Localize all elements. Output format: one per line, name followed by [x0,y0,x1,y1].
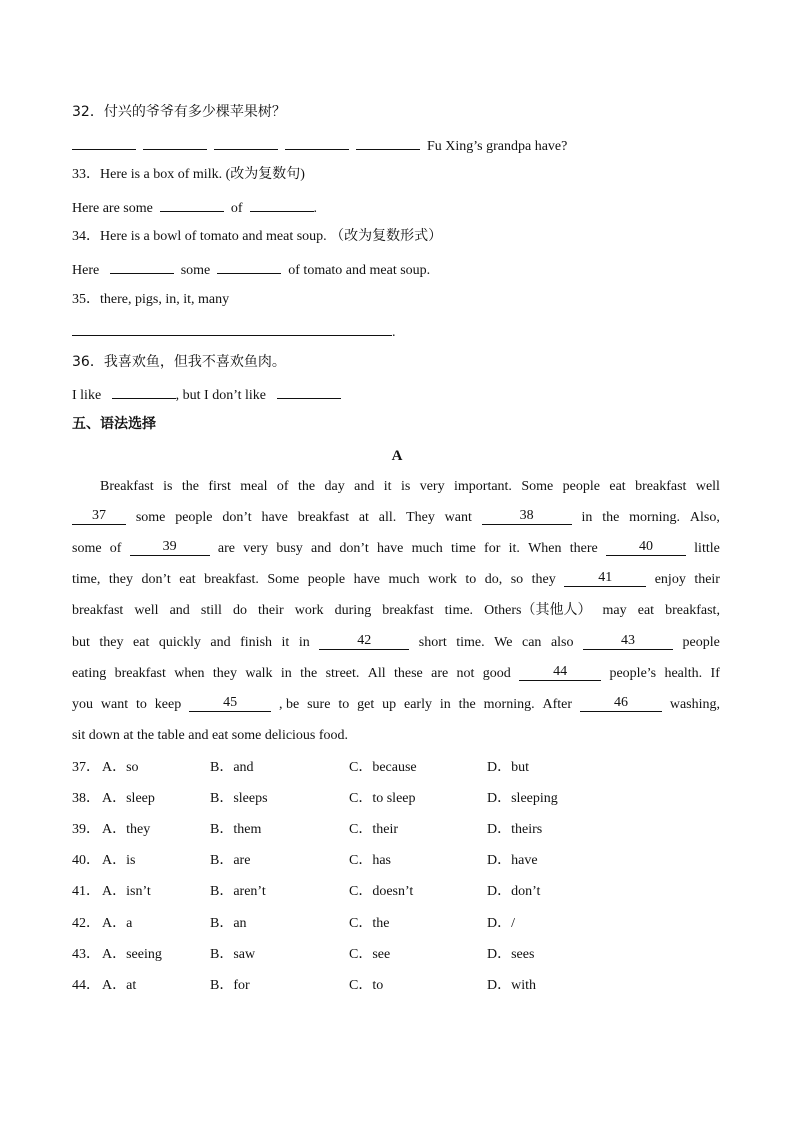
passage-word: Some [267,572,300,587]
passage-word: good [482,666,511,681]
passage-word: important. [454,479,512,494]
passage-word: the [300,666,318,681]
passage-word: much [411,541,443,556]
option-c[interactable]: C．has [349,853,391,869]
passage-word: day [324,479,345,494]
q35-prompt: 35．there, pigs, in, it, many [72,292,230,307]
q33-prompt: 33．Here is a box of milk. (改为复数句) [72,167,305,182]
passage-word: when [174,666,205,681]
passage-word: it [383,479,392,494]
option-a[interactable]: A．a [102,915,133,931]
passage-word: to [465,572,477,587]
passage-word: eat [609,479,626,494]
passage-word: do [232,603,247,618]
answer-blank[interactable] [110,258,174,274]
passage-word: want [100,697,129,712]
passage-word: there [569,541,598,556]
passage-line [72,633,720,653]
passage-word: short [418,635,447,650]
passage-blank[interactable]: 37 [72,508,126,525]
passage-word: their [694,572,720,587]
answer-blank[interactable] [143,134,207,150]
passage-word: also [550,635,574,650]
passage-word: want [444,510,472,525]
answer-blank[interactable] [160,196,224,212]
passage-word: still [200,603,222,618]
passage-word: they [108,572,133,587]
passage-word: don’t [222,510,252,525]
passage-word: not [456,666,475,681]
passage-line [72,570,720,590]
passage-blank[interactable]: 45 [189,695,271,712]
passage-blank[interactable]: 40 [606,539,686,556]
passage-word: eat [637,603,655,618]
passage-word: washing, [669,697,720,712]
q34-answer-line [72,258,430,281]
option-a[interactable]: A．sleep [102,791,155,807]
passage-word: time. [444,603,474,618]
passage-word: and [310,541,332,556]
passage-word: but [72,635,90,650]
passage-word: can [522,635,542,650]
q36-prompt: 36．我喜欢鱼，但我不喜欢鱼肉。 [72,354,286,370]
passage-word: work [428,572,457,587]
q34-answer-start: Here [72,263,100,278]
question-number: 44． [72,977,100,993]
passage-line [72,539,720,559]
passage-word: breakfast [72,603,124,618]
passage-word: eating [72,666,107,681]
q32-prompt: 32．付兴的爷爷有多少棵苹果树？ [72,104,286,120]
passage-word: for [484,541,501,556]
passage-word: little [694,541,720,556]
passage-word: meal [240,479,268,494]
option-c[interactable]: C．to sleep [349,791,416,807]
option-c[interactable]: C．the [349,915,390,931]
answer-blank[interactable] [217,258,281,274]
passage-word: morning. [483,697,535,712]
section-heading: 五、语法选择 [72,416,156,432]
option-row [72,851,722,871]
passage-word: and [169,603,190,618]
passage-word: of [109,541,122,556]
passage-word: during [334,603,372,618]
passage-word: finish [240,635,273,650]
passage-word: people [175,510,213,525]
passage-word: have [261,510,288,525]
option-b[interactable]: B．sleeps [210,791,268,807]
passage-word: much [388,572,420,587]
option-c[interactable]: C．their [349,822,398,838]
passage-word: they [99,635,124,650]
option-d[interactable]: D．/ [487,915,515,931]
passage-word: When [528,541,562,556]
option-c[interactable]: C．because [349,760,417,775]
passage-word: All [367,666,386,681]
question-number: 38． [72,791,100,807]
q34-prompt: 34．Here is a bowl of tomato and meat soup. （改为复数形式） [72,229,443,244]
option-c[interactable]: C．doesn’t [349,884,414,900]
passage-word: the [181,479,199,494]
option-a[interactable]: A．they [102,822,151,838]
q36-answer-start: I like [72,388,102,403]
passage-blank[interactable]: 41 [564,570,646,587]
passage-word: eat [179,572,196,587]
passage-blank[interactable]: 44 [519,664,601,681]
passage-word: street. [325,666,360,681]
passage-word: the [298,479,316,494]
passage-word: We [494,635,513,650]
answer-blank[interactable] [112,383,176,399]
q35-answer-end: . [392,325,396,340]
question-number: 43． [72,946,100,962]
option-a[interactable]: A．isn’t [102,884,151,900]
passage-word: so [510,572,524,587]
passage-word: people [307,572,346,587]
question-number: 37． [72,760,100,775]
passage-word: sure [307,697,331,712]
option-b[interactable]: B．an [210,915,247,931]
passage-word: in [581,510,593,525]
passage-line [72,664,720,684]
question-number: 39． [72,822,100,838]
q35-answer-line [72,320,396,343]
passage-word: health. [664,666,703,681]
passage-word: may [602,603,627,618]
passage-word: they [212,666,237,681]
passage-word: is [400,479,411,494]
passage-word: it. [508,541,520,556]
passage-word: at [358,510,369,525]
answer-blank[interactable] [214,134,278,150]
q36-answer-mid: , but I don’t like [175,388,266,403]
option-b[interactable]: B．for [210,977,250,993]
answer-blank[interactable] [250,196,314,212]
passage-word: in [439,697,451,712]
option-a[interactable]: A．is [102,853,136,869]
passage-blank[interactable]: 38 [482,508,572,525]
option-b[interactable]: B．are [210,853,251,869]
passage-word: don’t [141,572,171,587]
passage-word: people [682,635,720,650]
passage-word: time. [456,635,485,650]
passage-word: is [163,479,173,494]
passage-word: are [431,666,449,681]
question-number: 42． [72,915,100,931]
passage-word: up [382,697,397,712]
passage-blank[interactable]: 39 [130,539,210,556]
passage-word: , be [279,697,300,712]
passage-word: of [276,479,289,494]
option-d[interactable]: D．sees [487,946,535,962]
option-d[interactable]: D．theirs [487,822,543,838]
passage-word: it [281,635,290,650]
passage-word: breakfast. [204,572,259,587]
passage-word: busy [276,541,303,556]
answer-blank[interactable] [72,320,392,336]
option-row [72,976,722,996]
passage-word: very [419,479,445,494]
passage-line [72,695,720,715]
passage-word: breakfast, [665,603,720,618]
passage-line [72,601,720,621]
answer-blank[interactable] [356,134,420,150]
passage-word: don’t [339,541,369,556]
answer-blank[interactable] [72,134,136,150]
passage-word: walk [245,666,273,681]
passage-word: quickly [158,635,201,650]
passage-word: and [354,479,375,494]
option-a[interactable]: A．so [102,760,139,775]
option-b[interactable]: B．aren’t [210,884,266,900]
answer-blank[interactable] [285,134,349,150]
passage-word: get [357,697,375,712]
option-b[interactable]: B．saw [210,946,256,962]
answer-blank[interactable] [277,383,341,399]
passage-word: in [280,666,292,681]
option-row [72,945,722,965]
q33-answer-line [72,196,317,219]
passage-word: time [450,541,476,556]
option-a[interactable]: A．seeing [102,946,162,962]
option-b[interactable]: B．them [210,822,262,838]
passage-word: all. [378,510,397,525]
option-c[interactable]: C．see [349,946,391,962]
passage-word: their [258,603,284,618]
passage-word: breakfast [114,666,166,681]
passage-blank[interactable]: 46 [580,695,662,712]
passage-word: people’s [609,666,657,681]
passage-word: some [72,541,102,556]
passage-word: well [134,603,159,618]
passage-word: Breakfast [100,479,154,494]
passage-word: keep [154,697,182,712]
passage-word: first [208,479,231,494]
passage-word: do, [484,572,503,587]
passage-word: people [562,479,600,494]
passage-word: eat [133,635,150,650]
q34-answer-mid: some [180,263,211,278]
passage-word: After [542,697,573,712]
passage-label: A [391,448,403,464]
passage-line [72,508,720,528]
option-a[interactable]: A．at [102,977,137,993]
q34-answer-end: of tomato and meat soup. [288,263,431,278]
q33-answer-end: . [313,201,318,216]
option-b[interactable]: B．and [210,760,254,775]
passage-word: the [602,510,620,525]
passage-word: these [394,666,423,681]
option-row [72,789,722,809]
passage-word: If [710,666,720,681]
passage-word: in [298,635,310,650]
option-d[interactable]: D．sleeping [487,791,558,807]
passage-word: early [404,697,432,712]
passage-word: well [695,479,720,494]
passage-word: They [406,510,435,525]
passage-word: have [376,541,404,556]
option-row [72,914,722,934]
passage-word: very [243,541,269,556]
passage-line-last: sit down at the table and eat some delicious food. [72,728,349,743]
passage-word: and [210,635,231,650]
q32-answer-tail: Fu Xing’s grandpa have? [427,139,568,154]
passage-word: time, [72,572,101,587]
q33-answer-mid: of [230,201,243,216]
question-number: 41． [72,884,100,900]
passage-word: to [338,697,350,712]
q32-answer-line [72,134,567,157]
passage-word: morning. [629,510,681,525]
passage-blank[interactable]: 42 [319,633,409,650]
passage-word: to [136,697,147,712]
passage-word: Also, [689,510,720,525]
option-row [72,758,722,778]
passage-word: breakfast [382,603,434,618]
passage-word: the [458,697,476,712]
option-d[interactable]: D．have [487,853,538,869]
question-number: 40． [72,853,100,869]
passage-word: work [294,603,324,618]
passage-blank[interactable]: 43 [583,633,673,650]
option-d[interactable]: D．with [487,977,536,993]
option-row [72,820,722,840]
passage-word: Others（其他人） [484,603,592,618]
option-d[interactable]: D．but [487,760,529,775]
option-c[interactable]: C．to [349,977,384,993]
q33-answer-start: Here are some [72,201,153,216]
passage-word: breakfast [635,479,687,494]
q36-answer-line [72,383,341,406]
passage-word: some [135,510,166,525]
passage-word: breakfast [297,510,350,525]
option-row [72,882,722,902]
passage-word: Some [521,479,554,494]
passage-word: they [531,572,556,587]
passage-word: have [353,572,380,587]
passage-word: you [72,697,93,712]
passage-line [100,477,720,497]
passage-word: are [217,541,235,556]
passage-word: enjoy [654,572,686,587]
option-d[interactable]: D．don’t [487,884,541,900]
